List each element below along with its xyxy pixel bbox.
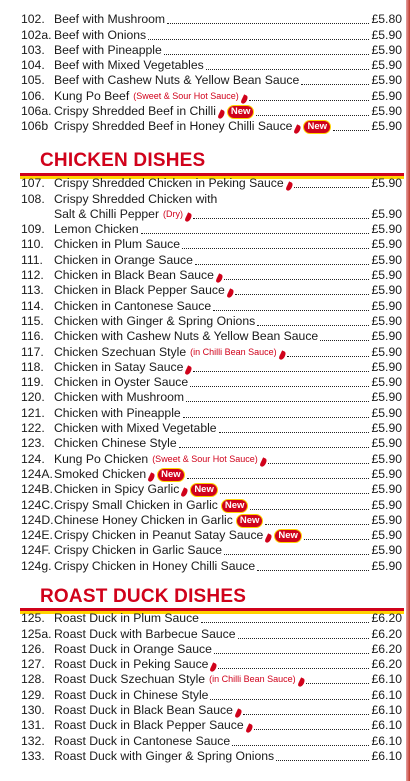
item-price: £5.90 [371, 58, 402, 73]
dot-leader [268, 463, 369, 464]
menu-item-row [0, 12, 404, 27]
item-name: Beef with Mixed Vegetables [54, 58, 204, 73]
dot-leader [287, 356, 369, 357]
item-price: £5.90 [371, 222, 402, 237]
dot-leader [235, 294, 369, 295]
item-name: Beef with Cashew Nuts & Yellow Bean Sauce [54, 73, 300, 88]
item-name: Beef with Mushroom [54, 12, 166, 27]
beef-dish-list [0, 12, 404, 134]
item-price: £5.90 [371, 375, 402, 390]
dot-leader [232, 745, 369, 746]
new-badge: New [303, 120, 331, 134]
item-name: Smoked Chicken [54, 466, 147, 481]
item-number: 132. [21, 733, 45, 748]
dot-leader [306, 683, 369, 684]
menu-item-row [0, 642, 404, 657]
item-name: Crispy Shredded Chicken with [54, 191, 218, 206]
item-price: £5.90 [371, 405, 402, 420]
item-number: 119. [21, 375, 44, 390]
item-name: Chicken in Oyster Sauce [54, 375, 189, 390]
item-number: 106a. [21, 104, 52, 119]
dot-leader [220, 493, 369, 494]
menu-item-row [0, 191, 404, 206]
menu-item-row [0, 268, 404, 283]
item-price: £5.90 [371, 512, 402, 527]
item-name: Chicken in Satay Sauce [54, 359, 184, 374]
dot-leader [249, 100, 369, 101]
item-number: 103. [21, 42, 45, 57]
item-price: £6.20 [371, 626, 402, 641]
item-price: £5.90 [371, 329, 402, 344]
item-price: £6.10 [371, 672, 402, 687]
item-number: 124A. [21, 466, 53, 481]
item-price: £5.90 [371, 558, 402, 573]
new-badge: New [157, 468, 185, 482]
item-price: £5.90 [371, 528, 402, 543]
item-price: £6.10 [371, 733, 402, 748]
item-price: £5.90 [371, 543, 402, 558]
menu-item-row [0, 733, 404, 748]
item-number: 111. [21, 252, 43, 267]
menu-item-row [0, 687, 404, 702]
item-number: 124F. [21, 543, 51, 558]
item-name: Chicken with Pineapple [54, 405, 181, 420]
item-number: 121. [21, 405, 45, 420]
item-number: 126. [21, 641, 45, 656]
item-number: 118. [21, 359, 44, 374]
dot-leader [254, 729, 369, 730]
item-number: 125. [21, 611, 45, 626]
dot-leader [238, 638, 369, 639]
item-name: Crispy Chicken in Peanut Satay Sauce [54, 528, 264, 543]
item-name: Crispy Small Chicken in Garlic [54, 497, 218, 512]
new-badge: New [274, 529, 302, 543]
item-number: 106. [21, 88, 45, 103]
item-number: 115. [21, 313, 44, 328]
menu-item-row [0, 104, 404, 119]
menu-item-row [0, 360, 404, 375]
dot-leader [265, 524, 369, 525]
item-name: Chinese Honey Chicken in Garlic [54, 512, 233, 527]
item-number: 107. [21, 176, 45, 191]
menu-item-row [0, 43, 404, 58]
menu-item-row [0, 237, 404, 252]
dot-leader [186, 401, 369, 402]
menu-item-row [0, 390, 404, 405]
menu-item-row [0, 119, 404, 134]
menu-item-row [0, 73, 404, 88]
dot-leader [276, 760, 369, 761]
menu-item-row [0, 482, 404, 497]
item-name: Chicken with Mixed Vegetable [54, 421, 217, 436]
dot-leader [257, 570, 369, 571]
item-price: £5.90 [371, 119, 402, 134]
item-name: Chicken in Spicy Garlic [54, 482, 180, 497]
item-name: Roast Duck with Barbecue Sauce [54, 626, 236, 641]
item-price: £5.90 [371, 451, 402, 466]
item-price: £6.20 [371, 641, 402, 656]
dot-leader [301, 84, 369, 85]
item-name: Salt & Chilli Pepper [54, 206, 159, 221]
menu-item-row [0, 703, 404, 718]
item-number: 129. [21, 687, 45, 702]
item-name: Roast Duck in Black Bean Sauce [54, 703, 233, 718]
item-price: £5.90 [371, 436, 402, 451]
menu-item-row [0, 421, 404, 436]
item-price: £5.90 [371, 298, 402, 313]
item-price: £5.90 [371, 42, 402, 57]
menu-item-row [0, 513, 404, 528]
dot-leader [250, 509, 369, 510]
dot-leader [294, 187, 369, 188]
item-number: 124. [21, 451, 45, 466]
item-number: 131. [21, 718, 45, 733]
item-name: Chicken in Orange Sauce [54, 252, 193, 267]
item-price: £5.90 [371, 466, 402, 481]
dot-leader [183, 417, 369, 418]
menu-item-row [0, 558, 404, 573]
dot-leader [333, 130, 369, 131]
menu-item-row [0, 467, 404, 482]
item-number: 123. [21, 436, 45, 451]
item-name: Roast Duck in Orange Sauce [54, 641, 212, 656]
item-number: 106b [21, 119, 49, 134]
item-name: Chicken in Black Bean Sauce [54, 268, 214, 283]
menu-item-row [0, 497, 404, 512]
menu-item-row [0, 405, 404, 420]
item-name: Chicken in Plum Sauce [54, 237, 180, 252]
item-price: £5.90 [371, 27, 402, 42]
menu-item-row [0, 626, 404, 641]
item-number: 108. [21, 191, 45, 206]
item-number: 104. [21, 58, 45, 73]
item-name: Crispy Shredded Beef in Honey Chilli Sauce [54, 119, 293, 134]
dot-leader [243, 714, 369, 715]
item-name: Crispy Chicken in Garlic Sauce [54, 543, 222, 558]
dot-leader [304, 539, 369, 540]
menu-item-row [0, 283, 404, 298]
menu-item-row [0, 451, 404, 466]
item-price: £5.90 [371, 421, 402, 436]
dot-leader [320, 340, 369, 341]
dot-leader [193, 371, 369, 372]
item-price: £5.90 [371, 359, 402, 374]
item-price: £6.10 [371, 687, 402, 702]
item-number: 122. [21, 421, 45, 436]
item-number: 120. [21, 390, 45, 405]
item-number: 110. [21, 237, 44, 252]
item-name: Lemon Chicken [54, 222, 139, 237]
item-number: 112. [21, 268, 44, 283]
dot-leader [190, 386, 369, 387]
item-number: 128. [21, 672, 45, 687]
item-number: 113. [21, 283, 44, 298]
menu-item-row [0, 749, 404, 764]
item-price: £6.20 [371, 657, 402, 672]
item-price: £5.90 [371, 344, 402, 359]
item-number: 127. [21, 657, 45, 672]
duck-dish-list [0, 611, 404, 764]
menu-item-row [0, 27, 404, 42]
item-number: 130. [21, 703, 45, 718]
item-name: Chicken with Mushroom [54, 390, 185, 405]
menu-item-row [0, 298, 404, 313]
item-name: Roast Duck in Plum Sauce [54, 611, 199, 626]
dot-leader [224, 554, 369, 555]
page-edge-border [406, 0, 410, 781]
item-price: £5.90 [371, 104, 402, 119]
item-number: 124g. [21, 558, 52, 573]
item-name: Roast Duck in Cantonese Sauce [54, 733, 231, 748]
dot-leader [141, 233, 369, 234]
item-price: £5.80 [371, 12, 402, 27]
item-number: 116. [21, 329, 44, 344]
item-price: £5.90 [371, 390, 402, 405]
item-number: 109. [21, 222, 45, 237]
menu-item-row [0, 314, 404, 329]
item-note: (in Chilli Bean Sauce) [209, 674, 296, 685]
dot-leader [256, 115, 369, 116]
menu-item-row [0, 611, 404, 626]
item-number: 125a. [21, 626, 52, 641]
item-number: 124E. [21, 528, 53, 543]
dot-leader [219, 432, 369, 433]
menu-item-row [0, 252, 404, 267]
menu-item-row [0, 672, 404, 687]
item-name: Roast Duck in Peking Sauce [54, 657, 209, 672]
dot-leader [257, 325, 369, 326]
menu-item-row [0, 329, 404, 344]
item-price: £6.10 [371, 748, 402, 763]
item-number: 124B. [21, 482, 53, 497]
dot-leader [201, 622, 369, 623]
item-name: Chicken Chinese Style [54, 436, 177, 451]
item-number: 117. [21, 344, 44, 359]
item-note: (in Chilli Bean Sauce) [190, 346, 277, 357]
item-name: Crispy Shredded Chicken in Peking Sauce [54, 176, 284, 191]
item-number: 102. [21, 12, 45, 27]
chicken-section-title: CHICKEN DISHES [40, 150, 206, 171]
item-name: Chicken Szechuan Style [54, 344, 187, 359]
item-name: Beef with Onions [54, 27, 147, 42]
item-name: Crispy Shredded Beef in Chilli [54, 104, 216, 119]
item-name: Chicken in Cantonese Sauce [54, 298, 212, 313]
item-price: £6.10 [371, 703, 402, 718]
item-price: £5.90 [371, 252, 402, 267]
menu-item-row [0, 222, 404, 237]
item-number: 124D. [21, 512, 54, 527]
dot-leader [164, 54, 369, 55]
menu-item-row [0, 528, 404, 543]
dot-leader [214, 653, 369, 654]
item-name: Kung Po Chicken [54, 451, 149, 466]
dot-leader [148, 39, 369, 40]
item-name: Roast Duck Szechuan Style [54, 672, 206, 687]
menu-item-row [0, 718, 404, 733]
dot-leader [182, 248, 369, 249]
item-name: Crispy Chicken in Honey Chilli Sauce [54, 558, 256, 573]
menu-item-row [0, 88, 404, 103]
item-name: Chicken in Black Pepper Sauce [54, 283, 225, 298]
item-price: £5.90 [371, 176, 402, 191]
new-badge: New [236, 514, 264, 528]
menu-item-row [0, 207, 404, 222]
item-note: (Sweet & Sour Hot Sauce) [133, 90, 239, 101]
item-price: £6.10 [371, 718, 402, 733]
item-price: £5.90 [371, 482, 402, 497]
menu-item-row [0, 176, 404, 191]
item-name: Roast Duck in Black Pepper Sauce [54, 718, 244, 733]
dot-leader [224, 279, 369, 280]
item-name: Kung Po Beef [54, 88, 130, 103]
dot-leader [218, 668, 369, 669]
item-number: 124C. [21, 497, 54, 512]
menu-item-row [0, 543, 404, 558]
item-number: 114. [21, 298, 44, 313]
menu-item-row [0, 344, 404, 359]
new-badge: New [221, 499, 249, 513]
dot-leader [193, 218, 369, 219]
item-price: £5.90 [371, 237, 402, 252]
item-number: 133. [21, 748, 45, 763]
item-name: Chicken with Cashew Nuts & Yellow Bean Sauce [54, 329, 319, 344]
item-name: Beef with Pineapple [54, 42, 162, 57]
item-name: Roast Duck with Ginger & Spring Onions [54, 748, 275, 763]
item-price: £5.90 [371, 206, 402, 221]
item-number: 102a. [21, 27, 52, 42]
item-number: 105. [21, 73, 45, 88]
dot-leader [179, 447, 369, 448]
dot-leader [167, 23, 369, 24]
dot-leader [210, 699, 369, 700]
item-price: £5.90 [371, 73, 402, 88]
item-name: Roast Duck in Chinese Style [54, 687, 209, 702]
duck-section-title: ROAST DUCK DISHES [40, 586, 247, 607]
new-badge: New [227, 105, 255, 119]
chicken-dish-list [0, 176, 404, 574]
menu-item-row [0, 436, 404, 451]
item-price: £6.20 [371, 611, 402, 626]
dot-leader [206, 69, 369, 70]
menu-item-row [0, 657, 404, 672]
item-note: (Sweet & Sour Hot Sauce) [152, 453, 258, 464]
dot-leader [213, 310, 369, 311]
menu-item-row [0, 58, 404, 73]
dot-leader [195, 264, 369, 265]
menu-item-row [0, 375, 404, 390]
chili-icon [294, 125, 302, 135]
item-price: £5.90 [371, 88, 402, 103]
new-badge: New [190, 483, 218, 497]
dot-leader [187, 478, 369, 479]
item-price: £5.90 [371, 497, 402, 512]
item-price: £5.90 [371, 283, 402, 298]
item-price: £5.90 [371, 313, 402, 328]
item-name: Chicken with Ginger & Spring Onions [54, 313, 256, 328]
item-price: £5.90 [371, 268, 402, 283]
item-note: (Dry) [163, 208, 183, 219]
